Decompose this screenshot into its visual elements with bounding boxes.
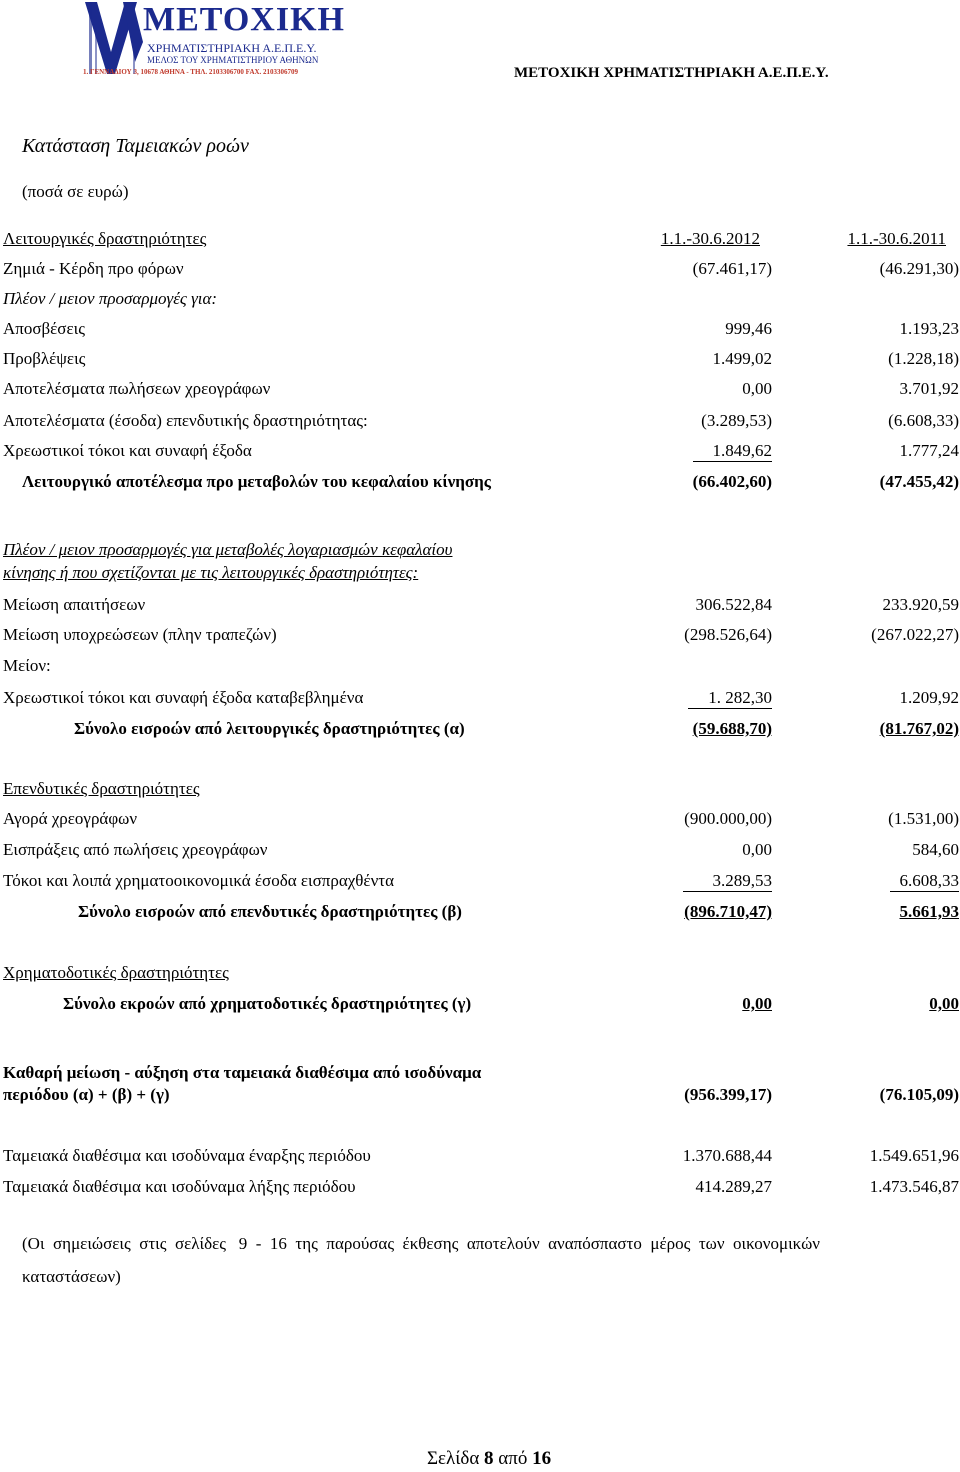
cash-end-2011: 1.473.546,87 xyxy=(869,1177,959,1196)
investing-total-2012: (896.710,47) xyxy=(684,902,772,921)
investing-heading: Επενδυτικές δραστηριότητες xyxy=(3,779,200,798)
financing-total-2012: 0,00 xyxy=(742,994,772,1013)
column-header-2012: 1.1.-30.6.2012 xyxy=(660,229,760,248)
row-label: Εισπράξεις από πωλήσεις χρεογράφων xyxy=(3,840,268,859)
row-value-2012: 999,46 xyxy=(725,319,772,338)
row-value-2011: (46.291,30) xyxy=(879,259,959,278)
row-label: Μείον: xyxy=(3,656,51,675)
operating-heading: Λειτουργικές δραστηριότητες xyxy=(3,229,207,248)
row-value-2012: 3.289,53 xyxy=(683,871,773,892)
net-change-2012: (956.399,17) xyxy=(684,1085,772,1104)
row-value-2012: (298.526,64) xyxy=(684,625,772,644)
row-value-2012: 0,00 xyxy=(742,840,772,859)
row-value-2011: 584,60 xyxy=(912,840,959,859)
company-logo xyxy=(85,2,350,78)
notes-reference: (Οι σημειώσεις στις σελίδες 9 - 16 της παρούσας έκθεσης αποτελούν αναπόσπαστο μέρος των οικονομικών xyxy=(22,1234,820,1253)
row-label: Πλέον / μειον προσαρμογές για: xyxy=(3,289,218,308)
logo-name: ΜΕΤΟΧΙΚΗ xyxy=(143,1,345,38)
subtotal-value-2012: (66.402,60) xyxy=(692,472,772,491)
row-value-2011: (1.531,00) xyxy=(888,809,959,828)
net-change-label-2: περιόδου (α) + (β) + (γ) xyxy=(3,1085,170,1104)
investing-total-label: Σύνολο εισροών από επενδυτικές δραστηριότητες (β) xyxy=(78,902,462,921)
total-pages: 16 xyxy=(532,1448,552,1469)
row-value-2012: (900.000,00) xyxy=(684,809,772,828)
investing-total-2011: 5.661,93 xyxy=(899,902,959,921)
row-label: Αποτελέσματα (έσοδα) επενδυτικής δραστηριότητας: xyxy=(3,411,368,430)
logo-address: 1. ΓΕΝΝΑΔΙΟΥ 3, 10678 ΑΘΗΝΑ - ΤΗΛ. 2103306700 FAX. 2103306709 xyxy=(83,68,299,76)
wc-heading-2: κίνησης ή που σχετίζονται με τις λειτουργικές δραστηριότητες: xyxy=(3,563,419,582)
logo-line-2: ΜΕΛΟΣ ΤΟΥ ΧΡΗΜΑΤΙΣΤΗΡΙΟΥ ΑΘΗΝΩΝ xyxy=(147,55,319,65)
row-value-2011: 1.193,23 xyxy=(899,319,959,338)
row-value-2011: 1.209,92 xyxy=(899,688,959,707)
row-label: Μείωση υποχρεώσεων (πλην τραπεζών) xyxy=(3,625,277,644)
row-label: Χρεωστικοί τόκοι και συναφή έξοδα καταβεβλημένα xyxy=(3,688,364,707)
notes-reference-2: καταστάσεων) xyxy=(22,1267,121,1286)
subtotal-value-2011: (47.455,42) xyxy=(879,472,959,491)
row-label: Αποσβέσεις xyxy=(3,319,85,338)
column-header-2011: 1.1.-30.6.2011 xyxy=(847,229,946,248)
financing-total-label: Σύνολο εκροών από χρηματοδοτικές δραστηριότητες (γ) xyxy=(63,994,472,1013)
financing-heading: Χρηματοδοτικές δραστηριότητες xyxy=(3,963,229,982)
row-value-2011: 1.777,24 xyxy=(899,441,959,460)
current-page: 8 xyxy=(484,1448,494,1469)
row-value-2011: (267.022,27) xyxy=(871,625,959,644)
row-label: Αποτελέσματα πωλήσεων χρεογράφων xyxy=(3,379,271,398)
row-value-2011: 3.701,92 xyxy=(899,379,959,398)
row-value-2012: (3.289,53) xyxy=(701,411,772,430)
subtotal-label: Λειτουργικό αποτέλεσμα προ μεταβολών του κεφαλαίου κίνησης xyxy=(22,472,491,491)
cash-start-2011: 1.549.651,96 xyxy=(869,1146,959,1165)
row-label: Προβλέψεις xyxy=(3,349,86,368)
row-value-2012: (67.461,17) xyxy=(692,259,772,278)
row-value-2011: 6.608,33 xyxy=(890,871,960,892)
page-number xyxy=(427,1448,551,1470)
row-label: Μείωση απαιτήσεων xyxy=(3,595,146,614)
cash-start-2012: 1.370.688,44 xyxy=(682,1146,772,1165)
company-name: ΜΕΤΟΧΙΚΗ ΧΡΗΜΑΤΙΣΤΗΡΙΑΚΗ Α.Ε.Π.Ε.Υ. xyxy=(514,65,829,81)
row-value-2011: (1.228,18) xyxy=(888,349,959,368)
operating-total-2011: (81.767,02) xyxy=(879,719,959,738)
cash-start-label: Ταμειακά διαθέσιμα και ισοδύναμα έναρξης περιόδου xyxy=(3,1146,371,1165)
row-value-2012: 306.522,84 xyxy=(695,595,772,614)
wc-heading: Πλέον / μειον προσαρμογές για μεταβολές λογαριασμών κεφαλαίου xyxy=(3,540,453,559)
row-value-2012: 0,00 xyxy=(742,379,772,398)
row-value-2012: 1.849,62 xyxy=(693,441,773,462)
net-change-2011: (76.105,09) xyxy=(879,1085,959,1104)
row-value-2012: 1.499,02 xyxy=(712,349,772,368)
row-value-2011: (6.608,33) xyxy=(888,411,959,430)
operating-total-label: Σύνολο εισροών από λειτουργικές δραστηριότητες (α) xyxy=(74,719,465,738)
row-label: Τόκοι και λοιπά χρηματοοικονομικά έσοδα εισπραχθέντα xyxy=(3,871,394,890)
row-label: Χρεωστικοί τόκοι και συναφή έξοδα xyxy=(3,441,252,460)
net-change-label: Καθαρή μείωση - αύξηση στα ταμειακά διαθέσιμα από ισοδύναμα xyxy=(3,1063,482,1082)
page-subtitle: (ποσά σε ευρώ) xyxy=(22,182,129,201)
page-mid: από xyxy=(498,1448,528,1469)
logo-line-1: ΧΡΗΜΑΤΙΣΤΗΡΙΑΚΗ Α.Ε.Π.Ε.Υ. xyxy=(147,41,317,55)
row-label: Αγορά χρεογράφων xyxy=(3,809,138,828)
row-value-2012: 1. 282,30 xyxy=(688,688,772,709)
cash-end-2012: 414.289,27 xyxy=(695,1177,772,1196)
row-value-2011: 233.920,59 xyxy=(882,595,959,614)
cash-end-label: Ταμειακά διαθέσιμα και ισοδύναμα λήξης περιόδου xyxy=(3,1177,356,1196)
operating-total-2012: (59.688,70) xyxy=(692,719,772,738)
page-prefix: Σελίδα xyxy=(427,1448,480,1469)
financing-total-2011: 0,00 xyxy=(929,994,959,1013)
page-title: Κατάσταση Ταμειακών ροών xyxy=(22,135,249,157)
row-label: Ζημιά - Κέρδη προ φόρων xyxy=(3,259,184,278)
